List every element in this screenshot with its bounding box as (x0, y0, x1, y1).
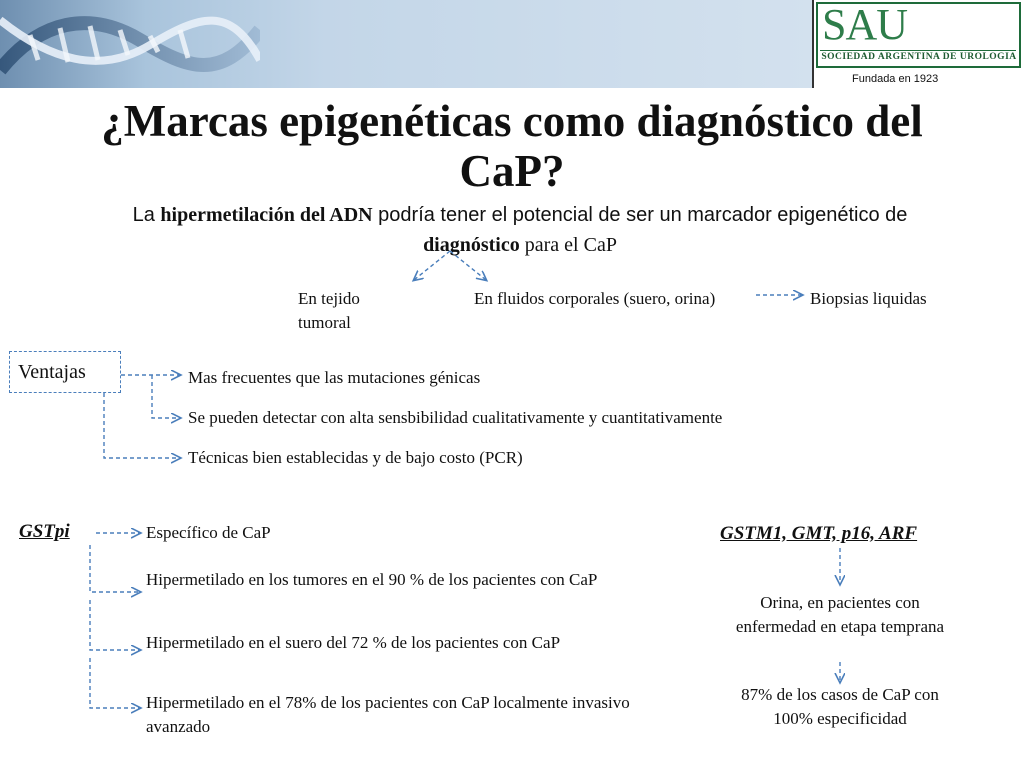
arrow-to-tissue (414, 251, 450, 280)
arrow-ventaja-2 (152, 375, 180, 418)
arrow-gstpi-4 (90, 658, 140, 708)
arrow-gstpi-2 (90, 545, 140, 592)
slide-title-line1: ¿Marcas epigenéticas como diagnóstico del (101, 96, 923, 146)
intro-bold2: diagnóstico (423, 234, 520, 256)
ventajas-box: Ventajas (9, 351, 121, 393)
branch-tissue: En tejido tumoral (298, 289, 360, 332)
gstm1-heading: GSTM1, GMT, p16, ARF (720, 523, 918, 544)
gstm1-step2: 87% de los casos de CaP con 100% especificidad (741, 685, 939, 728)
arrow-to-fluids (450, 251, 486, 280)
arrow-gstpi-3 (90, 600, 140, 650)
ventaja-item-3: Técnicas bien establecidas y de bajo costo (PCR) (188, 448, 523, 467)
gstm1-step1: Orina, en pacientes con enfermedad en etapa temprana (735, 593, 945, 636)
gstpi-item-4: Hipermetilado en el 78% de los pacientes con CaP localmente invasivo avanzado (146, 693, 630, 736)
ventaja-item-2: Se pueden detectar con alta sensbibilidad cualitativamente y cuantitativamente (188, 408, 723, 427)
intro-part1: La (132, 204, 161, 226)
branch-biopsies: Biopsias liquidas (810, 289, 927, 308)
intro-part2: podría tener el potencial de ser un marcador epigenético de (372, 204, 908, 226)
branch-fluids: En fluidos corporales (suero, orina) (474, 289, 716, 308)
intro-bold1: hipermetilación del ADN (160, 204, 373, 226)
founded-caption: Fundada en 1923 (852, 73, 939, 85)
logo-society-name: SOCIEDAD ARGENTINA DE UROLOGIA (821, 52, 1017, 62)
gstpi-item-1: Específico de CaP (146, 523, 271, 542)
logo-mark: SAU (822, 0, 908, 49)
gstpi-item-3: Hipermetilado en el suero del 72 % de los pacientes con CaP (146, 633, 561, 652)
slide-title-line2: CaP? (459, 146, 565, 196)
gstpi-item-2: Hipermetilado en los tumores en el 90 % de los pacientes con CaP (146, 570, 598, 589)
gstpi-heading: GSTpi (19, 521, 70, 542)
arrow-ventaja-3 (104, 393, 180, 458)
intro-part3: para el CaP (519, 234, 617, 256)
ventaja-item-1: Mas frecuentes que las mutaciones génicas (188, 368, 481, 387)
